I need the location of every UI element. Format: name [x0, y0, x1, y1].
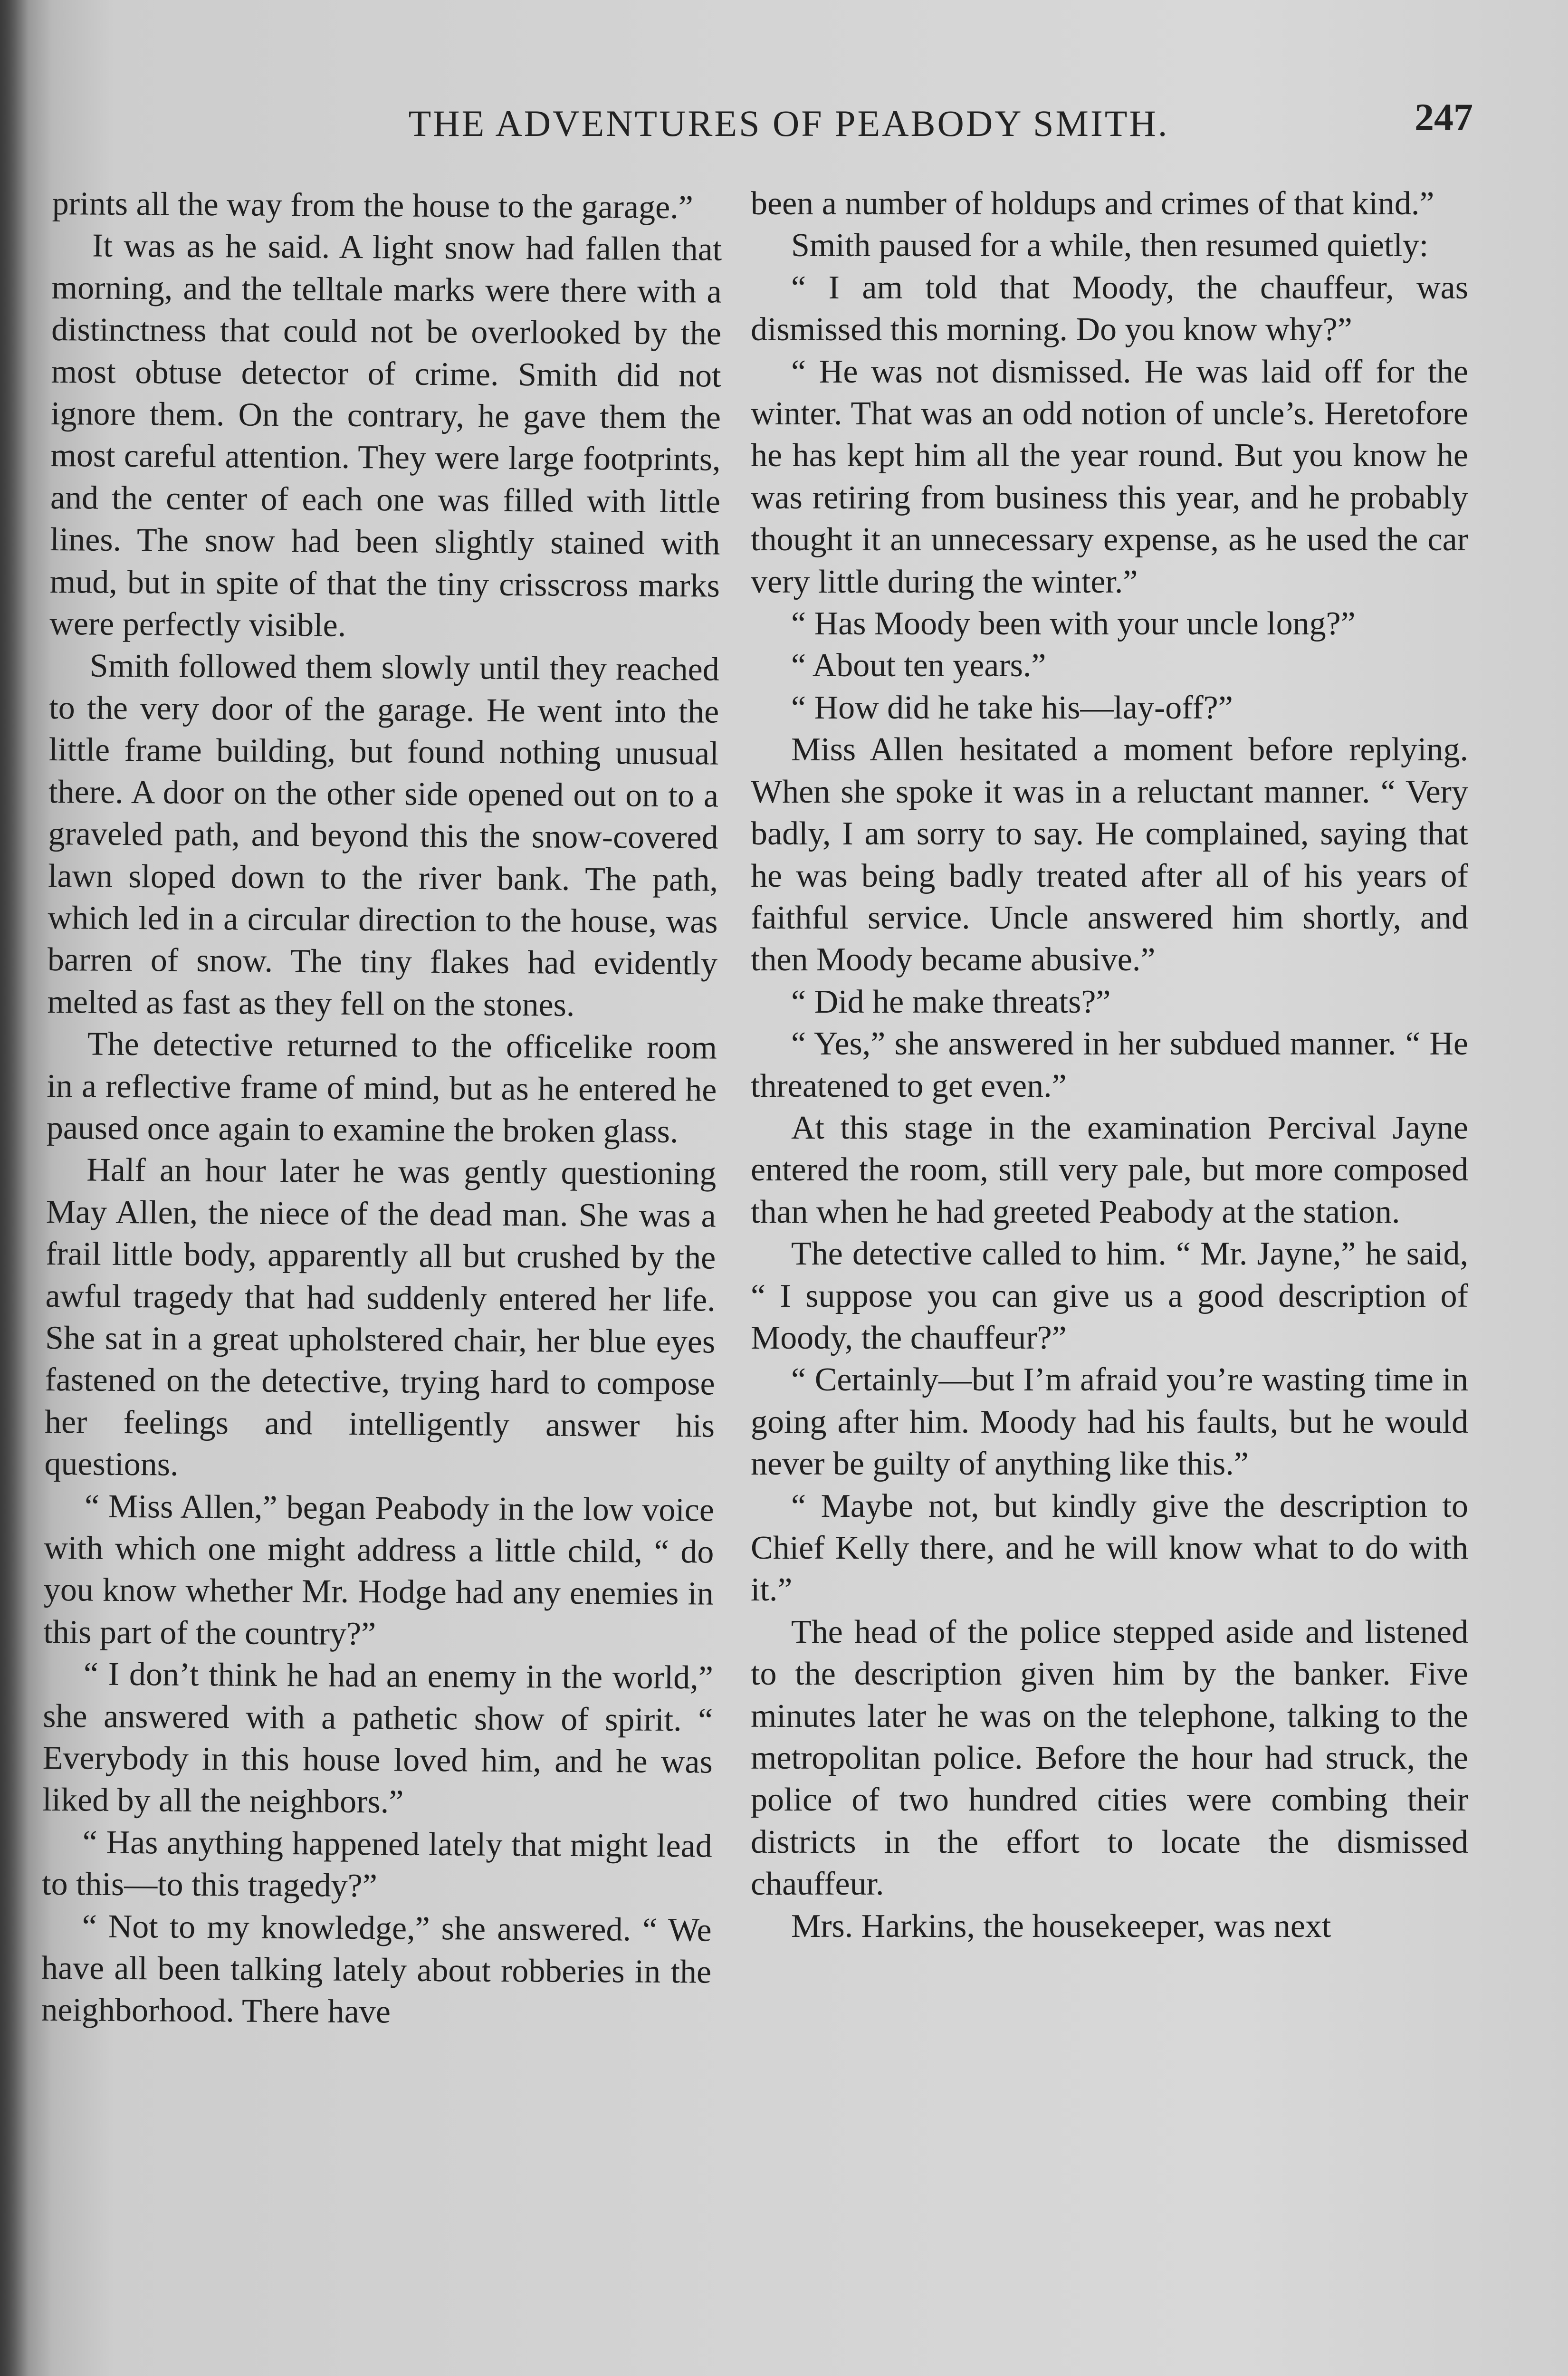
paragraph: It was as he said. A light snow had fallen that morning, and the telltale marks were there with a distinctness that could not be overlooked by the most obtuse detector of crime. Smith did not ignore them. On the contrary, he gave them the most careful attention. They were large footprints, and the center of each one was filled with little lines. The snow had been slightly stained with mud, but in spite of that the tiny crisscross marks were perfectly visible. — [49, 227, 722, 644]
paragraph: At this stage in the examination Percival Jayne entered the room, still very pale, but more composed than when he had greeted Peabody at the station. — [751, 1109, 1468, 1230]
paragraph: Half an hour later he was gently questioning May Allen, the niece of the dead man. She was a frail little body, apparently all but crushed by the awful tragedy that had suddenly entered her life. She sat in a great upholstered chair, her blue eyes fastened on the detective, trying hard to compose her feelings and intelligently answer his questions. — [44, 1151, 717, 1483]
paragraph: The detective returned to the officelike room in a reflective frame of mind, but as he entered he paused once again to examine the broken glass. — [46, 1025, 717, 1150]
paragraph: The detective called to him. “ Mr. Jayne,” he said, “ I suppose you can give us a good description of Moody, the chauffeur?” — [751, 1236, 1468, 1356]
paragraph: “ Yes,” she answered in her subdued manner. “ He threatened to get even.” — [751, 1025, 1468, 1104]
right-text-column — [751, 183, 1468, 1947]
left-text-column — [41, 183, 722, 2035]
paragraph: Smith paused for a while, then resumed quietly: — [791, 227, 1429, 264]
paragraph: prints all the way from the house to the garage.” — [52, 185, 693, 226]
paragraph: been a number of holdups and crimes of that kind.” — [751, 185, 1434, 222]
paragraph: “ Miss Allen,” began Peabody in the low voice with which one might address a little child, “ do you know whether Mr. Hodge had any enemies in this part of the country?” — [43, 1488, 715, 1653]
book-spine-shadow — [0, 0, 29, 2376]
paragraph: Miss Allen hesitated a moment before replying. When she spoke it was in a reluctant manner. “ Very badly, I am sorry to say. He complained, saying that he was being badly treated after all of his years of faithful service. Uncle answered him shortly, and then Moody became abusive.” — [751, 731, 1468, 978]
paragraph: “ How did he take his—lay-off?” — [791, 689, 1233, 726]
paragraph: “ Maybe not, but kindly give the description to Chief Kelly there, and he will know what to do with it.” — [751, 1487, 1468, 1609]
paragraph: “ Not to my knowledge,” she answered. “ We have all been talking lately about robberies in the neighborhood. There have — [41, 1908, 712, 2031]
paragraph: “ I don’t think he had an enemy in the world,” she answered with a pathetic show of spirit. “ Everybody in this house loved him, and he was liked by all the neighbors.” — [42, 1656, 714, 1821]
paragraph: “ About ten years.” — [791, 647, 1046, 684]
page-number: 247 — [1415, 96, 1473, 139]
paragraph: “ Did he make threats?” — [791, 983, 1111, 1020]
paragraph: Smith followed them slowly until they reached to the very door of the garage. He went into the little frame building, but found nothing unusual there. A door on the other side opened out on to a graveled path, and beyond this the snow-covered lawn sloped down to the river bank. The path, which led in a circular direction to the house, was barren of snow. The tiny flakes had evidently melted as fast as they fell on the stones. — [47, 647, 720, 1024]
paragraph: Mrs. Harkins, the housekeeper, was next — [791, 1907, 1331, 1945]
paragraph: The head of the police stepped aside and listened to the description given him by the banker. Five minutes later he was on the telephone, talking to the metropolitan police. Before the hour had struck, the police of two hundred cities were combing their districts in the effort to locate the dismissed chauffeur. — [751, 1613, 1468, 1903]
paragraph: “ Certainly—but I’m afraid you’re wasting time in going after him. Moody had his faults, but he would never be guilty of anything like this.” — [751, 1361, 1468, 1483]
paragraph: “ Has anything happened lately that might lead to this—to this tragedy?” — [41, 1824, 712, 1905]
paragraph: “ I am told that Moody, the chauffeur, was dismissed this morning. Do you know why?” — [751, 269, 1468, 348]
running-title: THE ADVENTURES OF PEABODY SMITH. — [408, 103, 1169, 144]
paragraph: “ He was not dismissed. He was laid off for the winter. That was an odd notion of uncle’s. Heretofore he has kept him all the year round. But you know he was retiring from business this year, and he probably thought it an unnecessary expense, as he used the car very little during the winter.” — [751, 353, 1468, 600]
paragraph: “ Has Moody been with your uncle long?” — [791, 605, 1356, 642]
